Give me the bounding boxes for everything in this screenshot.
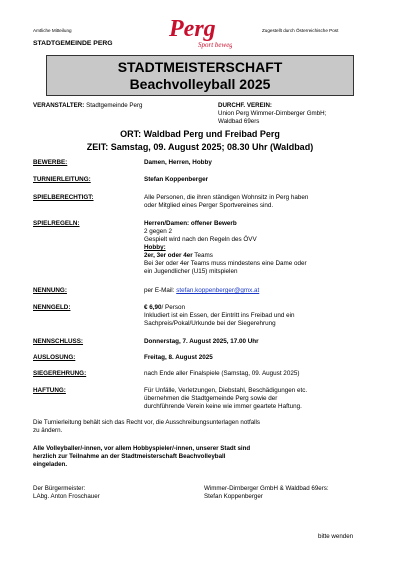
rules-heading: Herren/Damen: offener Bewerb (144, 220, 237, 227)
label-spielregeln: SPIELREGELN: (33, 220, 80, 227)
text-line: übernehmen die Stadtgemeinde Perg sowie der (144, 395, 278, 402)
text-line: ein Jugendlicher (U15) mitspielen (144, 268, 238, 275)
invitation-text (33, 445, 373, 469)
logo-text: Perg (169, 16, 216, 42)
organizer-value: Stadtgemeinde Perg (86, 102, 143, 109)
value-spielregeln (144, 220, 379, 276)
value-turnierleitung: Stefan Koppenberger (144, 176, 209, 183)
text-line: 2 gegen 2 (144, 228, 173, 235)
perg-logo-graphic (166, 14, 232, 52)
text-line: Alle Personen, die ihren ständigen Wohnsitz in Perg haben (144, 194, 309, 201)
value-siegerehrung: nach Ende aller Finalspiele (Samstag, 09. August 2025) (144, 370, 300, 377)
title-line-2: Beachvolleyball 2025 (129, 76, 271, 92)
header-right-note: Zugestellt durch Österreichische Post (262, 28, 339, 33)
organizer-label: VERANSTALTER: (33, 102, 85, 109)
reservation-note (33, 419, 373, 435)
signature-left-title: Der Bürgermeister: (33, 485, 86, 492)
hobby-teams (144, 252, 379, 260)
text-line: Alle Volleyballer/-innen, vor allem Hobbyspieler/-innen, unserer Stadt sind (33, 445, 251, 452)
email-link[interactable]: stefan.koppenberger@gmx.at (176, 287, 260, 294)
label-bewerbe: BEWERBE: (33, 159, 68, 166)
label-spielberechtigt: SPIELBERECHTIGT: (33, 194, 94, 201)
label-nennschluss: NENNSCHLUSS: (33, 338, 84, 345)
text-line: Gespielt wird nach den Regeln des ÖVV (144, 236, 257, 243)
label-auslosung: AUSLOSUNG: (33, 354, 76, 361)
executing-club-block (218, 102, 326, 126)
text-line: Die Turnierleitung behält sich das Recht vor, die Ausschreibungsunterlagen notfalls (33, 419, 261, 426)
hobby-teams-bold: 2er, 3er oder 4er (144, 252, 193, 259)
label-turnierleitung: TURNIERLEITUNG: (33, 176, 91, 183)
text-line: oder Mitglied eines Perger Sportvereines sind. (144, 202, 274, 209)
text-line: Inkludiert ist ein Essen, der Eintritt ins Freibad und ein (144, 312, 295, 319)
label-nennung: NENNUNG: (33, 287, 67, 294)
text-line: Bei 3er oder 4er Teams muss mindestens eine Dame oder (144, 260, 307, 267)
signature-right-name: Stefan Koppenberger (204, 493, 263, 500)
executing-club-line: Waldbad 69ers (218, 118, 260, 125)
turn-page-note: bitte wenden (318, 533, 354, 540)
signature-left-name: LAbg. Anton Froschauer (33, 493, 100, 500)
value-haftung (144, 387, 379, 411)
perg-logo (166, 14, 232, 52)
header-left-note: Amtliche Mitteilung (33, 28, 72, 33)
label-nenngeld: NENNGELD: (33, 304, 71, 311)
hobby-heading: Hobby: (144, 244, 166, 251)
signature-left (33, 485, 100, 501)
title-line-1: STADTMEISTERSCHAFT (117, 59, 283, 75)
text-line: eingeladen. (33, 461, 68, 468)
text-line: Für Unfälle, Verletzungen, Diebstahl, Beschädigungen etc. (144, 387, 308, 394)
executing-club-line: Union Perg Wimmer-Dirnberger GmbH; (218, 110, 327, 117)
label-siegerehrung: SIEGEREHRUNG: (33, 370, 87, 377)
venue-line: ORT: Waldbad Perg und Freibad Perg (120, 129, 280, 139)
value-bewerbe: Damen, Herren, Hobby (144, 159, 212, 166)
label-haftung: HAFTUNG: (33, 387, 66, 394)
text-line: durchführende Verein keine wie immer geartete Haftung. (144, 403, 302, 410)
signature-right-title: Wimmer-Dirnberger GmbH & Waldbad 69ers: (204, 485, 329, 492)
nennung-prefix: per E-Mail: (144, 287, 177, 294)
hobby-teams-rest: Teams (192, 252, 213, 259)
value-spielberechtigt (144, 194, 379, 210)
value-nennschluss: Donnerstag, 7. August 2025, 17.00 Uhr (144, 338, 259, 345)
signature-right (204, 485, 329, 501)
text-line: herzlich zur Teilnahme an der Stadtmeisterschaft Beachvolleyball (33, 453, 226, 460)
fee-amount: € 6,90 (144, 304, 162, 311)
fee-suffix: / Person (161, 304, 185, 311)
logo-tagline: Sport bewegt (198, 41, 232, 49)
fee-line (144, 304, 379, 312)
text-line: Sachpreis/Pokal/Urkunde bei der Siegerehrung (144, 320, 276, 327)
executing-club-label: DURCHF. VEREIN: (218, 102, 272, 109)
value-nenngeld (144, 304, 379, 328)
value-auslosung: Freitag, 8. August 2025 (144, 354, 213, 361)
time-line: ZEIT: Samstag, 09. August 2025; 08.30 Uhr (Waldbad) (86, 142, 314, 152)
text-line: zu ändern. (33, 427, 63, 434)
organizer-block (33, 102, 143, 110)
value-nennung (144, 287, 379, 295)
title-box (46, 55, 354, 96)
municipality-name: STADTGEMEINDE PERG (33, 40, 113, 47)
